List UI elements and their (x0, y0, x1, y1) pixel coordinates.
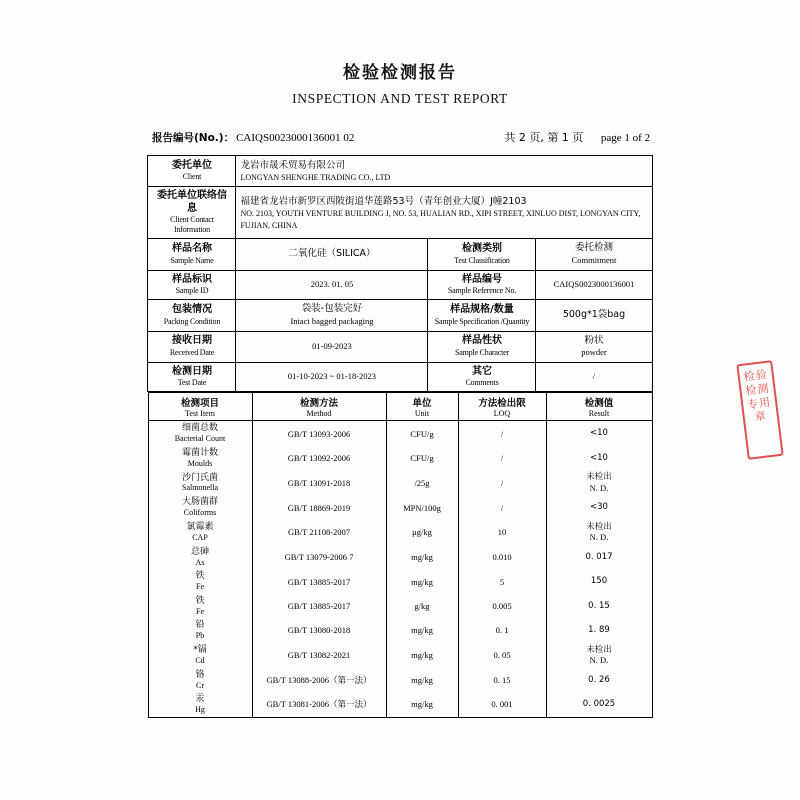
table-row (148, 446, 652, 470)
test-item-en: Bacterial Count (174, 434, 226, 444)
test-result (546, 618, 652, 642)
test-loq: / (458, 446, 546, 470)
test-classification-value-zh: 委托检测 (574, 242, 613, 254)
sample-specification-value-zh: 500g*1袋bag (562, 309, 626, 320)
table-row (148, 618, 652, 642)
test-date-label-zh: 检测日期 (171, 365, 212, 377)
test-result-value: <10 (590, 428, 608, 439)
sample-reference-label (428, 270, 536, 300)
test-item-zh: 铬 (195, 669, 205, 680)
test-unit: mg/kg (386, 618, 458, 642)
contact-value-en: NO. 2103, YOUTH VENTURE BUILDING J, NO. 53, HUALIAN RD., XIPI STREET, XINLUO DIST, LONGYAN CITY, FUJIAN, CHINA (240, 209, 641, 230)
sample-character-value-zh: 粉状 (584, 334, 604, 346)
table-row (148, 643, 652, 668)
sample-reference-label-zh: 样品编号 (461, 273, 502, 285)
test-result-value: <10 (590, 452, 608, 463)
test-unit: g/kg (386, 594, 458, 618)
test-result (546, 446, 652, 470)
test-unit: μg/kg (386, 520, 458, 545)
test-item-zh: 汞 (195, 694, 205, 705)
test-unit: mg/kg (386, 569, 458, 593)
test-date-label-en: Test Date (177, 378, 207, 388)
test-item (148, 643, 252, 668)
test-classification-label-en: Test Classification (454, 255, 510, 265)
test-item (148, 618, 252, 642)
test-classification-value-en: Commitment (571, 255, 617, 266)
test-item-zh: 氯霉素 (186, 522, 214, 533)
test-date-label (148, 362, 236, 392)
client-value (236, 156, 652, 187)
test-item-zh: *镉 (193, 644, 207, 655)
test-item-zh: 细菌总数 (181, 423, 218, 434)
header-result-zh: 检测值 (584, 398, 614, 410)
contact-value (236, 187, 652, 239)
test-result-value: 未检出 (586, 472, 612, 483)
report-no-value: CAIQS0023000136001 02 (236, 132, 355, 144)
test-method: GB/T 21108-2007 (252, 520, 386, 545)
test-result-nd: N. D. (589, 482, 609, 493)
header-loq-zh: 方法检出限 (478, 398, 526, 410)
test-result (546, 668, 652, 692)
comments-label-en: Comments (465, 378, 499, 388)
client-value-zh: 龙岩市晟禾贸易有限公司 (240, 160, 345, 171)
client-value-en: LONGYAN SHENGHE TRADING CO., LTD (240, 173, 391, 183)
received-date-value-text: 01-09-2023 (312, 340, 352, 351)
test-method: GB/T 13088-2006（第一法） (252, 668, 386, 692)
test-loq: / (458, 421, 546, 446)
comments-label-zh: 其它 (471, 365, 492, 377)
test-loq: 0.010 (458, 545, 546, 569)
test-item-zh: 霉菌计数 (181, 447, 218, 458)
test-method: GB/T 13885-2017 (252, 594, 386, 618)
test-item-en: Pb (195, 630, 205, 640)
test-loq: / (458, 495, 546, 519)
sample-reference-value-text: CAIQS0023000136001 (553, 279, 635, 290)
header-test-item (148, 393, 252, 421)
test-item (148, 692, 252, 717)
test-item (148, 545, 252, 569)
test-result-value: 1. 89 (588, 625, 610, 636)
test-item-zh: 总砷 (190, 547, 209, 557)
test-item-en: Cr (196, 680, 204, 690)
packing-condition-value (236, 300, 428, 331)
test-loq: 0. 001 (458, 692, 546, 717)
test-loq: / (458, 470, 546, 495)
table-row-client (148, 156, 652, 187)
contact-label-en: Client Contact Information (170, 215, 214, 235)
packing-condition-label-en: Packing Condition (163, 316, 221, 326)
info-table (147, 155, 652, 392)
page-count-zh: 共 2 页, 第 1 页 (504, 131, 584, 144)
test-loq: 10 (458, 520, 546, 545)
report-no-label: 报告编号(No.)： (152, 132, 235, 144)
sample-name-value (236, 239, 428, 270)
test-item (148, 520, 252, 545)
page-title-en: INSPECTION AND TEST REPORT (292, 91, 508, 106)
test-item (148, 668, 252, 692)
test-result (546, 495, 652, 519)
test-item-zh: 铅 (195, 620, 205, 631)
table-row (148, 520, 652, 545)
table-row (148, 545, 652, 569)
sample-specification-label-en: Sample Specification /Quantity (434, 316, 530, 326)
client-label (148, 156, 236, 187)
test-date-value (236, 362, 428, 392)
test-item (148, 594, 252, 618)
table-row-sample-id (148, 270, 652, 300)
test-date-value-text: 01-10-2023 ~ 01-18-2023 (287, 371, 377, 382)
test-item-zh: 沙门氏菌 (181, 472, 218, 483)
test-method: GB/T 13079-2006 7 (252, 545, 386, 569)
test-method: GB/T 13080-2018 (252, 618, 386, 642)
test-method: GB/T 13092-2006 (252, 446, 386, 470)
test-item-en: Fe (196, 606, 204, 616)
test-item (148, 569, 252, 593)
sample-character-label-en: Sample Character (455, 347, 509, 357)
table-row-test-date (148, 362, 652, 392)
header-unit (386, 393, 458, 421)
test-method: GB/T 13093-2006 (252, 421, 386, 446)
test-result-value: 0. 0025 (582, 699, 616, 710)
test-unit: CFU/g (386, 421, 458, 446)
test-result (546, 594, 652, 618)
test-method: GB/T 13081-2006（第一法） (252, 692, 386, 717)
test-loq: 0. 1 (458, 618, 546, 642)
test-method: GB/T 18869-2019 (252, 495, 386, 519)
test-result (546, 643, 652, 668)
test-result-value: <30 (590, 502, 608, 513)
test-item (148, 470, 252, 495)
client-label-zh: 委托单位 (171, 159, 212, 171)
test-item-en: Fe (196, 582, 204, 592)
sample-name-value-zh: 二氧化硅（SILICA） (288, 248, 376, 260)
sample-specification-label-zh: 样品规格/数量 (450, 304, 514, 316)
test-item (148, 446, 252, 470)
header-unit-en: Unit (414, 409, 430, 419)
test-unit: mg/kg (386, 545, 458, 569)
results-header-row (148, 393, 652, 421)
test-item-en: As (195, 557, 205, 567)
received-date-value (236, 331, 428, 362)
packing-condition-label (148, 300, 236, 331)
table-row-packing (148, 300, 652, 331)
comments-value-text: / (592, 371, 596, 382)
sample-id-label (148, 270, 236, 300)
sample-id-value-text: 2023. 01. 05 (310, 279, 354, 290)
comments-value (536, 362, 652, 392)
test-item-zh: 铁 (195, 595, 205, 606)
packing-condition-value-zh: 袋装-包装完好 (301, 303, 363, 315)
header-result-en: Result (588, 409, 610, 419)
table-row-sample-name (148, 239, 652, 270)
test-item (148, 421, 252, 446)
test-result (546, 421, 652, 446)
test-result-value: 0. 15 (588, 600, 610, 611)
header-test-item-zh: 检测项目 (180, 398, 219, 410)
test-method: GB/T 13082-2021 (252, 643, 386, 668)
official-stamp: 检验检测专用章 (736, 360, 783, 460)
report-meta-row (0, 129, 800, 145)
header-loq-en: LOQ (493, 409, 511, 419)
table-row-received (148, 331, 652, 362)
test-item (148, 495, 252, 519)
comments-label (428, 362, 536, 392)
received-date-label-en: Received Date (169, 347, 215, 357)
received-date-label-zh: 接收日期 (171, 335, 212, 347)
sample-name-label-en: Sample Name (170, 255, 214, 265)
test-item-zh: 铁 (195, 571, 205, 582)
table-row-contact (148, 187, 652, 239)
test-method: GB/T 13091-2018 (252, 470, 386, 495)
test-result (546, 470, 652, 495)
table-row (148, 594, 652, 618)
sample-id-label-zh: 样品标识 (171, 273, 212, 285)
sample-name-label-zh: 样品名称 (171, 243, 212, 255)
test-result (546, 545, 652, 569)
test-classification-label (428, 239, 536, 270)
test-unit: /25g (386, 470, 458, 495)
test-unit: CFU/g (386, 446, 458, 470)
table-row (148, 668, 652, 692)
sample-character-label-zh: 样品性状 (461, 335, 502, 347)
test-loq: 0. 05 (458, 643, 546, 668)
packing-condition-value-en: Intact bagged packaging (290, 316, 374, 327)
test-item-en: Moulds (187, 458, 213, 468)
packing-condition-label-zh: 包装情况 (171, 304, 212, 316)
test-item-en: Coliforms (183, 508, 217, 518)
test-unit: mg/kg (386, 643, 458, 668)
test-item-zh: 大肠菌群 (181, 497, 218, 508)
contact-label (148, 187, 236, 239)
test-loq: 0.005 (458, 594, 546, 618)
header-unit-zh: 单位 (412, 398, 432, 410)
test-item-en: Salmonella (182, 483, 218, 493)
sample-id-label-en: Sample ID (175, 286, 209, 296)
table-row (148, 569, 652, 593)
header-loq (458, 393, 546, 421)
sample-reference-label-en: Sample Reference No. (447, 286, 517, 296)
sample-reference-value (536, 270, 652, 300)
test-classification-label-zh: 检测类别 (461, 243, 502, 255)
header-method-zh: 检测方法 (299, 398, 338, 410)
sample-specification-label (428, 300, 536, 331)
test-method: GB/T 13885-2017 (252, 569, 386, 593)
page-title-zh: 检验检测报告 (343, 63, 457, 83)
sample-specification-value (536, 300, 652, 331)
test-result-nd: N. D. (589, 655, 609, 666)
test-loq: 0. 15 (458, 668, 546, 692)
test-unit: mg/kg (386, 692, 458, 717)
results-table (148, 392, 653, 717)
client-label-en: Client (182, 172, 202, 182)
test-item-en: Hg (195, 705, 205, 714)
test-result-value: 未检出 (586, 521, 612, 532)
test-unit: MPN/100g (386, 495, 458, 519)
page-count (504, 129, 650, 145)
test-result (546, 692, 652, 717)
test-loq: 5 (458, 569, 546, 593)
contact-label-zh: 委托单位联络信息 (156, 190, 227, 214)
table-row (148, 495, 652, 519)
sample-id-value (236, 270, 428, 300)
test-classification-value (536, 239, 652, 270)
test-result-nd: N. D. (589, 532, 609, 543)
header-method-en: Method (306, 409, 332, 419)
header-method (252, 393, 386, 421)
page-count-en: page 1 of 2 (600, 132, 650, 144)
received-date-label (148, 331, 236, 362)
table-row (148, 470, 652, 495)
test-result-value: 150 (590, 576, 608, 587)
header-test-item-en: Test Item (185, 409, 215, 419)
test-unit: mg/kg (386, 668, 458, 692)
sample-character-label (428, 331, 536, 362)
sample-character-value (536, 331, 652, 362)
table-row (148, 421, 652, 446)
sample-character-value-en: powder (581, 347, 607, 358)
test-result-value: 未检出 (586, 644, 612, 655)
test-result (546, 520, 652, 545)
test-result-value: 0. 017 (585, 551, 613, 562)
test-item-en: CAP (192, 532, 208, 542)
test-result (546, 569, 652, 593)
sample-name-label (148, 239, 236, 270)
test-item-en: Cd (195, 655, 205, 665)
header-result (546, 393, 652, 421)
test-result-value: 0. 26 (588, 674, 610, 685)
table-row (148, 692, 652, 717)
contact-value-zh: 福建省龙岩市新罗区西陂街道华莲路53号（青年创业大厦）J幢2103 (240, 196, 527, 208)
